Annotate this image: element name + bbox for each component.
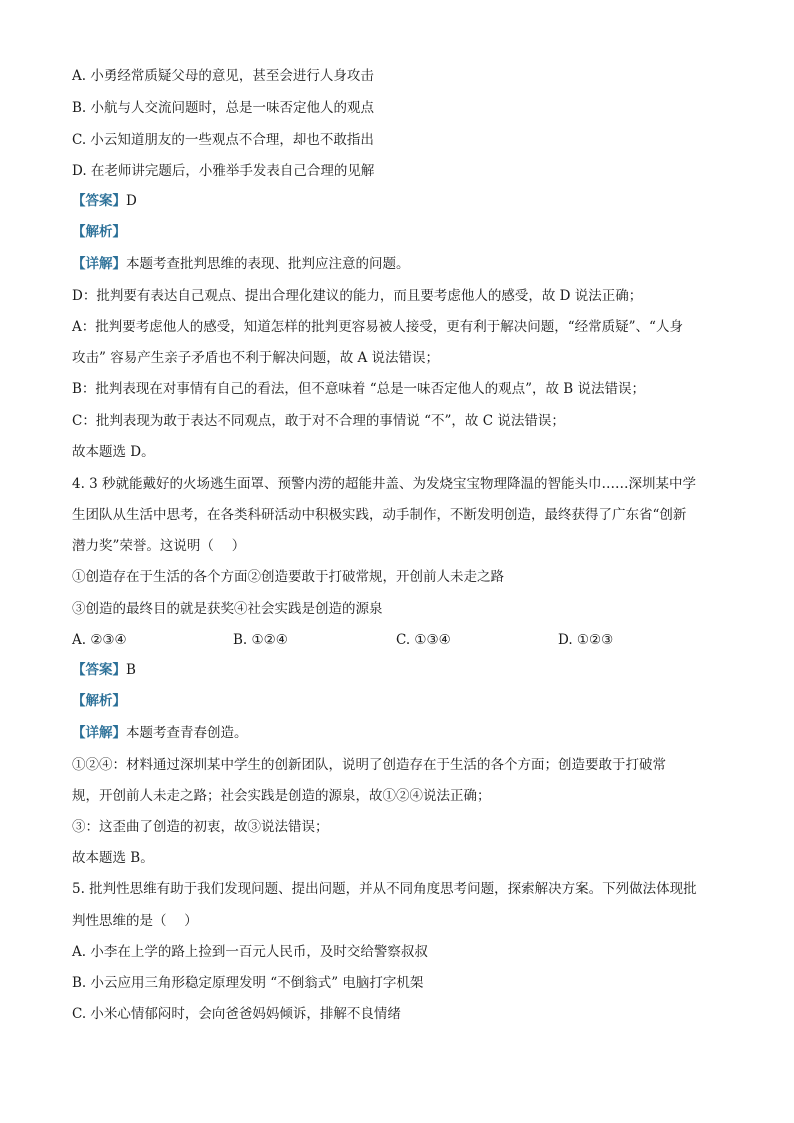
q4-conclusion: 故本题选 B。 <box>72 850 154 866</box>
detail-tag: 【详解】 <box>72 725 126 741</box>
detail-tag: 【详解】 <box>72 256 126 272</box>
q4-answer <box>72 661 732 679</box>
prev-option-c: C. 小云知道朋友的一些观点不合理，却也不敢指出 <box>72 132 374 148</box>
answer-tag: 【答案】 <box>72 662 126 678</box>
prev-detail: 【详解】本题考查批判思维的表现、批判应注意的问题。 <box>72 256 410 272</box>
prev-detail-line: A：批判要考虑他人的感受，知道怎样的批判更容易被人接受，更有利于解决问题，“经常质疑”、“人身 <box>72 319 683 335</box>
q4-detail-line: 规，开创前人未走之路；社会实践是创造的源泉，故①②④说法正确； <box>72 788 491 804</box>
q4-stem-line: 潜力奖”荣誉。这说明（ ） <box>72 538 246 554</box>
q4-choice-c: C. ①③④ <box>396 632 451 648</box>
prev-detail-line: 攻击” 容易产生亲子矛盾也不利于解决问题，故 A 说法错误； <box>72 350 440 366</box>
q4-statement: ③创造的最终目的就是获奖④社会实践是创造的源泉 <box>72 601 383 617</box>
q4-analysis-tag: 【解析】 <box>72 693 126 709</box>
q4-detail: 【详解】本题考查青春创造。 <box>72 725 248 741</box>
prev-option-b: B. 小航与人交流问题时，总是一味否定他人的观点 <box>72 100 375 116</box>
q4-stem-line: 4. 3 秒就能戴好的火场逃生面罩、预警内涝的超能井盖、为发烧宝宝物理降温的智能头巾……深圳某中学 <box>72 476 697 492</box>
prev-detail-line: D：批判要有表达自己观点、提出合理化建议的能力，而且要考虑他人的感受，故 D 说法正确； <box>72 288 643 304</box>
q4-detail-line: ①②④：材料通过深圳某中学生的创新团队，说明了创造存在于生活的各个方面；创造要敢于打破常 <box>72 757 666 773</box>
q4-detail-line: ③：这歪曲了创造的初衷，故③说法错误； <box>72 819 329 835</box>
q5-option-a: A. 小李在上学的路上捡到一百元人民币，及时交给警察叔叔 <box>72 944 428 960</box>
q5-stem-line: 判性思维的是（ ） <box>72 913 198 929</box>
prev-detail-line: B：批判表现在对事情有自己的看法，但不意味着 “总是一味否定他人的观点”，故 B 说法错误； <box>72 381 646 397</box>
q4-stem-line: 生团队从生活中思考，在各类科研活动中积极实践，动手制作，不断发明创造，最终获得了广东省“创新 <box>72 507 687 523</box>
prev-answer <box>72 192 732 210</box>
q4-choice-d: D. ①②③ <box>558 632 614 648</box>
prev-analysis-tag: 【解析】 <box>72 224 126 240</box>
q5-option-c: C. 小米心情郁闷时，会向爸爸妈妈倾诉，排解不良情绪 <box>72 1006 401 1022</box>
prev-option-a: A. 小勇经常质疑父母的意见，甚至会进行人身攻击 <box>72 68 374 84</box>
q5-stem-line: 5. 批判性思维有助于我们发现问题、提出问题，并从不同角度思考问题，探索解决方案。下列做法体现批 <box>72 881 697 897</box>
q4-statement: ①创造存在于生活的各个方面②创造要敢于打破常规，开创前人未走之路 <box>72 569 504 585</box>
answer-value: D <box>126 193 137 209</box>
q4-choice-b: B. ①②④ <box>233 632 288 648</box>
answer-tag: 【答案】 <box>72 193 126 209</box>
q4-choice-a: A. ②③④ <box>72 632 127 648</box>
prev-detail-line: C：批判表现为敢于表达不同观点，敢于对不合理的事情说 “不”，故 C 说法错误； <box>72 413 565 429</box>
answer-value: B <box>126 662 136 678</box>
q5-option-b: B. 小云应用三角形稳定原理发明 “不倒翁式” 电脑打字机架 <box>72 975 424 991</box>
prev-conclusion: 故本题选 D。 <box>72 444 155 460</box>
prev-option-d: D. 在老师讲完题后，小雅举手发表自己合理的见解 <box>72 163 375 179</box>
